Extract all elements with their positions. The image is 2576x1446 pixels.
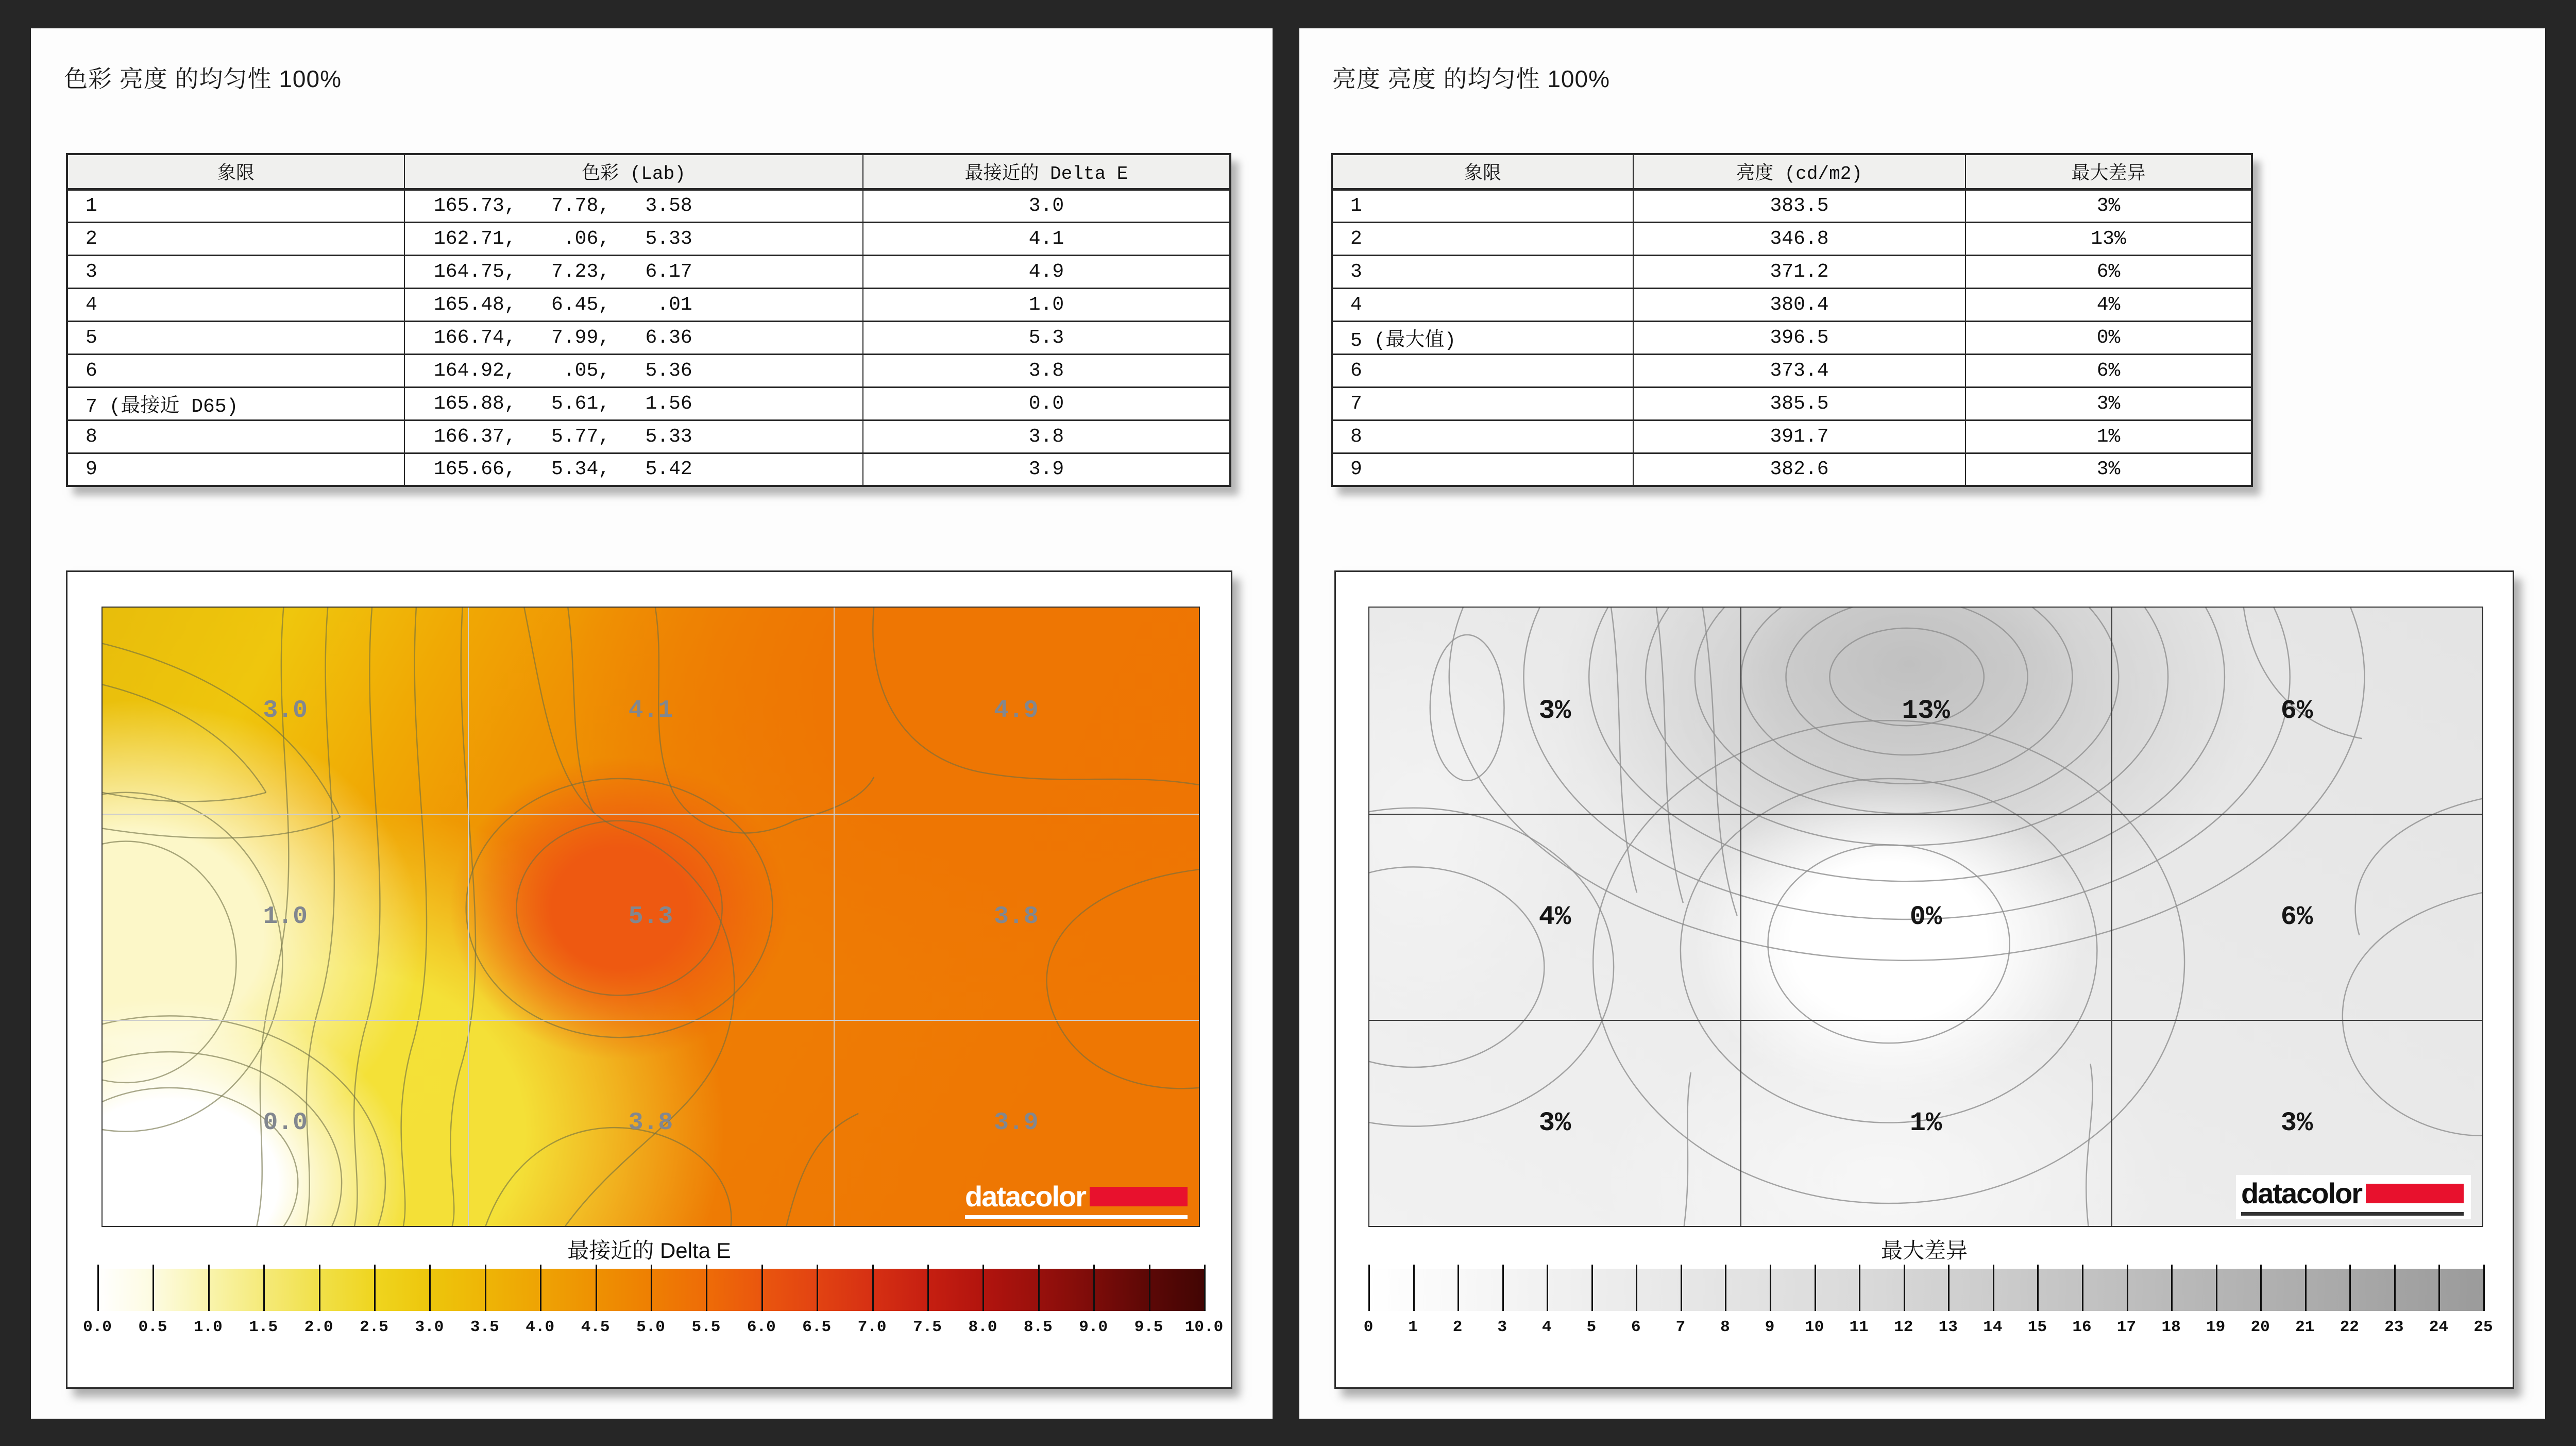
contour-value-label: 0% (1909, 901, 1942, 932)
colorbar-tick (1681, 1265, 1682, 1311)
colorbar-tick (1547, 1265, 1548, 1311)
contour-plot-area (1368, 607, 2483, 1227)
colorbar-tick-label: 2.5 (360, 1318, 388, 1336)
table-cell: 380.4 (1633, 288, 1965, 321)
colorbar-tick-label: 19 (2206, 1318, 2226, 1336)
colorbar-tick-label: 3 (1497, 1318, 1507, 1336)
column-header: 最大差异 (1965, 154, 2252, 189)
colorbar-tick-labels (1363, 1318, 2493, 1342)
colorbar-tick-label: 8.0 (968, 1318, 997, 1336)
colorbar-tick-label: 8 (1720, 1318, 1730, 1336)
table-cell: 7 (最接近 D65) (67, 387, 404, 420)
colorbar-tick-label: 5 (1586, 1318, 1597, 1336)
table-cell: 3.8 (863, 420, 1230, 453)
luminance-contour-chart (1334, 570, 2514, 1389)
colorbar-tick-label: 9.0 (1079, 1318, 1108, 1336)
table-cell: 166.74, 7.99, 6.36 (404, 321, 863, 354)
colorbar-tick-label: 23 (2384, 1318, 2404, 1336)
table-cell: 166.37, 5.77, 5.33 (404, 420, 863, 453)
contour-value-label: 1% (1909, 1107, 1942, 1138)
datacolor-logo-text: datacolor (2241, 1177, 2362, 1209)
datacolor-logo-text: datacolor (964, 1180, 1086, 1213)
contour-value-label: 3% (2280, 1107, 2313, 1138)
colorbar-tick (651, 1265, 652, 1311)
quadrant-value-labels (103, 608, 1199, 1226)
contour-value-label: 5.3 (628, 903, 673, 931)
table-cell: 1 (67, 189, 404, 222)
contour-value-label: 6% (2280, 901, 2313, 932)
colorbar-tick-label: 6.5 (802, 1318, 832, 1336)
colorbar-tick (2394, 1265, 2396, 1311)
column-header: 色彩 (Lab) (404, 154, 863, 189)
table-cell: 3% (1965, 387, 2252, 420)
contour-value-label: 4.1 (628, 697, 673, 725)
colorbar-tick (374, 1265, 376, 1311)
colorbar-tick (1093, 1265, 1095, 1311)
table-cell: 5.3 (863, 321, 1230, 354)
table-cell: 346.8 (1633, 222, 1965, 255)
table-cell: 4.9 (863, 255, 1230, 288)
colorbar-tick-label: 3.5 (470, 1318, 499, 1336)
contour-value-label: 3.8 (628, 1109, 673, 1137)
table-cell: 3.8 (863, 354, 1230, 387)
table-row (1332, 387, 2252, 420)
table-cell: 6% (1965, 354, 2252, 387)
colorbar-tick (982, 1265, 984, 1311)
contour-value-label: 3% (1538, 1107, 1571, 1138)
table-cell: 396.5 (1633, 321, 1965, 354)
table-cell: 373.4 (1633, 354, 1965, 387)
colorbar-tick-label: 4 (1541, 1318, 1552, 1336)
table-cell: 0% (1965, 321, 2252, 354)
contour-value-label: 4% (1538, 901, 1571, 932)
table-cell: 6 (67, 354, 404, 387)
colorbar-tick-label: 14 (1983, 1318, 2003, 1336)
table-row (1332, 288, 2252, 321)
table-row (1332, 453, 2252, 486)
colorbar-tick-label: 2 (1452, 1318, 1463, 1336)
colorbar-tick (1948, 1265, 1950, 1311)
colorbar-tick-label: 12 (1894, 1318, 1913, 1336)
colorbar-tick-label: 10 (1804, 1318, 1824, 1336)
colorbar-tick (2438, 1265, 2440, 1311)
table-row (67, 420, 1230, 453)
colorbar-tick-labels (83, 1318, 1224, 1342)
colorbar-tick (208, 1265, 210, 1311)
colorbar-tick-label: 17 (2116, 1318, 2137, 1336)
table-cell: 13% (1965, 222, 2252, 255)
colorbar-tick-label: 21 (2295, 1318, 2315, 1336)
table-cell: 5 (最大值) (1332, 321, 1633, 354)
column-header: 象限 (67, 154, 404, 189)
colorbar-tick-label: 7.0 (857, 1318, 887, 1336)
colorbar-tick (1815, 1265, 1816, 1311)
colorbar-tick (1149, 1265, 1150, 1311)
colorbar-tick-label: 16 (2072, 1318, 2092, 1336)
colorbar-tick (540, 1265, 541, 1311)
table-row (67, 255, 1230, 288)
table-cell: 2 (1332, 222, 1633, 255)
page-title: 色彩 亮度 的均匀性 100% (64, 65, 342, 92)
colorbar-tick (761, 1265, 763, 1311)
colorbar-tick-label: 7 (1675, 1318, 1686, 1336)
colorbar-tick (2171, 1265, 2173, 1311)
colorbar-tick-label: 9 (1765, 1318, 1775, 1336)
contour-value-label: 3% (1538, 695, 1571, 726)
table-cell: 4 (1332, 288, 1633, 321)
table-cell: 164.92, .05, 5.36 (404, 354, 863, 387)
table-cell: 6% (1965, 255, 2252, 288)
table-row (1332, 255, 2252, 288)
colorbar-tick-label: 0 (1363, 1318, 1374, 1336)
colorbar-tick (1204, 1265, 1206, 1311)
colorbar-tick-label: 8.5 (1023, 1318, 1053, 1336)
column-header: 象限 (1332, 154, 1633, 189)
datacolor-logo-red-bar (2366, 1184, 2464, 1203)
table-cell: 3.9 (863, 453, 1230, 486)
colorbar-tick (1904, 1265, 1905, 1311)
table-cell: 0.0 (863, 387, 1230, 420)
colorbar-tick (1636, 1265, 1637, 1311)
table-cell: 383.5 (1633, 189, 1965, 222)
colorbar-tick (2082, 1265, 2083, 1311)
max-difference-colorbar (1368, 1269, 2483, 1311)
colorbar-title: 最大差异 (1880, 1238, 1968, 1263)
contour-value-label: 13% (1902, 695, 1950, 726)
table-row (1332, 354, 2252, 387)
color-uniformity-table (66, 153, 1231, 487)
table-row (1332, 420, 2252, 453)
page-title: 亮度 亮度 的均匀性 100% (1332, 65, 1610, 92)
contour-plot-area (101, 607, 1200, 1227)
contour-value-label: 0.0 (263, 1109, 308, 1137)
colorbar-tick-label: 0.0 (83, 1318, 112, 1336)
table-cell: 3.0 (863, 189, 1230, 222)
table-cell: 5 (67, 321, 404, 354)
luminance-uniformity-table (1331, 153, 2253, 487)
color-contour-chart (66, 570, 1232, 1389)
colorbar-tick (152, 1265, 154, 1311)
colorbar-tick-label: 1 (1408, 1318, 1418, 1336)
column-header: 亮度 (cd/m2) (1633, 154, 1965, 189)
colorbar-tick-label: 4.5 (581, 1318, 610, 1336)
colorbar-gradient (1368, 1269, 2483, 1311)
colorbar-tick (429, 1265, 431, 1311)
colorbar-tick (1993, 1265, 1994, 1311)
column-header: 最接近的 Delta E (863, 154, 1230, 189)
table-row (1332, 189, 2252, 222)
table-cell: 1.0 (863, 288, 1230, 321)
colorbar-tick-label: 13 (1938, 1318, 1958, 1336)
colorbar-tick-label: 9.5 (1134, 1318, 1163, 1336)
colorbar-tick (2037, 1265, 2039, 1311)
colorbar-tick-label: 5.5 (691, 1318, 721, 1336)
colorbar-tick-label: 1.0 (193, 1318, 223, 1336)
table-row (67, 354, 1230, 387)
colorbar-tick (1502, 1265, 1504, 1311)
colorbar-tick-label: 20 (2250, 1318, 2270, 1336)
colorbar-tick (872, 1265, 874, 1311)
colorbar-tick-label: 5.0 (636, 1318, 665, 1336)
contour-value-label: 1.0 (263, 903, 308, 931)
table-cell: 2 (67, 222, 404, 255)
table-cell: 3 (67, 255, 404, 288)
table-cell: 391.7 (1633, 420, 1965, 453)
colorbar-tick (2127, 1265, 2128, 1311)
colorbar-tick-label: 3.0 (415, 1318, 444, 1336)
datacolor-logo (2236, 1175, 2471, 1219)
colorbar-tick (1458, 1265, 1459, 1311)
table-cell: 6 (1332, 354, 1633, 387)
table-cell: 165.73, 7.78, 3.58 (404, 189, 863, 222)
table-cell: 3% (1965, 189, 2252, 222)
colorbar-tick-label: 25 (2473, 1318, 2493, 1336)
colorbar-tick-label: 24 (2429, 1318, 2449, 1336)
colorbar-tick (2260, 1265, 2262, 1311)
table-row (67, 288, 1230, 321)
colorbar-tick-label: 1.5 (249, 1318, 278, 1336)
colorbar-tick-label: 4.0 (526, 1318, 555, 1336)
table-cell: 7 (1332, 387, 1633, 420)
contour-value-label: 4.9 (994, 697, 1039, 725)
table-cell: 4% (1965, 288, 2252, 321)
colorbar-tick-label: 6 (1631, 1318, 1641, 1336)
colorbar-title: 最接近的 Delta E (567, 1238, 731, 1263)
table-cell: 385.5 (1633, 387, 1965, 420)
colorbar-tick (1591, 1265, 1593, 1311)
table-row (1332, 222, 2252, 255)
colorbar-tick (485, 1265, 486, 1311)
table-cell: 165.66, 5.34, 5.42 (404, 453, 863, 486)
colorbar-tick-label: 22 (2340, 1318, 2359, 1336)
contour-value-label: 3.8 (994, 903, 1039, 931)
colorbar-tick-label: 18 (2161, 1318, 2181, 1336)
colorbar-tick-label: 6.0 (747, 1318, 776, 1336)
colorbar-tick (2216, 1265, 2217, 1311)
table-cell: 1% (1965, 420, 2252, 453)
table-cell: 165.48, 6.45, .01 (404, 288, 863, 321)
table-cell: 371.2 (1633, 255, 1965, 288)
colorbar-tick (817, 1265, 818, 1311)
colorbar-tick (1725, 1265, 1726, 1311)
table-cell: 162.71, .06, 5.33 (404, 222, 863, 255)
datacolor-logo-red-bar (1090, 1187, 1188, 1206)
colorbar-tick-label: 2.0 (304, 1318, 333, 1336)
colorbar-tick-label: 11 (1849, 1318, 1869, 1336)
luminance-uniformity-panel (1299, 28, 2545, 1419)
table-cell: 4.1 (863, 222, 1230, 255)
colorbar-tick (596, 1265, 597, 1311)
colorbar-tick (1368, 1265, 1370, 1311)
table-cell: 3 (1332, 255, 1633, 288)
colorbar-tick (706, 1265, 707, 1311)
quadrant-value-labels (1369, 608, 2482, 1226)
contour-value-label: 6% (2280, 695, 2313, 726)
table-cell: 3% (1965, 453, 2252, 486)
table-cell: 8 (67, 420, 404, 453)
colorbar-tick (2483, 1265, 2485, 1311)
colorbar-tick-label: 0.5 (138, 1318, 167, 1336)
table-row (67, 222, 1230, 255)
colorbar-tick (97, 1265, 99, 1311)
colorbar-tick-label: 15 (2027, 1318, 2047, 1336)
colorbar-tick (263, 1265, 265, 1311)
table-cell: 164.75, 7.23, 6.17 (404, 255, 863, 288)
colorbar-tick (1038, 1265, 1040, 1311)
table-row (67, 321, 1230, 354)
table-row (67, 387, 1230, 420)
colorbar-tick-label: 10.0 (1184, 1318, 1224, 1336)
colorbar-tick (2349, 1265, 2351, 1311)
colorbar-tick (1859, 1265, 1860, 1311)
table-row (67, 189, 1230, 222)
contour-value-label: 3.0 (263, 697, 308, 725)
table-cell: 9 (67, 453, 404, 486)
color-uniformity-panel (31, 28, 1273, 1419)
table-cell: 4 (67, 288, 404, 321)
table-cell: 1 (1332, 189, 1633, 222)
table-cell: 8 (1332, 420, 1633, 453)
datacolor-logo (965, 1182, 1188, 1219)
table-cell: 165.88, 5.61, 1.56 (404, 387, 863, 420)
colorbar-tick (1770, 1265, 1771, 1311)
contour-value-label: 3.9 (994, 1109, 1039, 1137)
colorbar-tick (1413, 1265, 1415, 1311)
colorbar-tick (319, 1265, 320, 1311)
delta-e-colorbar (97, 1269, 1204, 1311)
table-row (1332, 321, 2252, 354)
colorbar-tick-label: 7.5 (913, 1318, 942, 1336)
table-cell: 9 (1332, 453, 1633, 486)
colorbar-tick (2305, 1265, 2307, 1311)
colorbar-tick (927, 1265, 929, 1311)
table-row (67, 453, 1230, 486)
table-cell: 382.6 (1633, 453, 1965, 486)
